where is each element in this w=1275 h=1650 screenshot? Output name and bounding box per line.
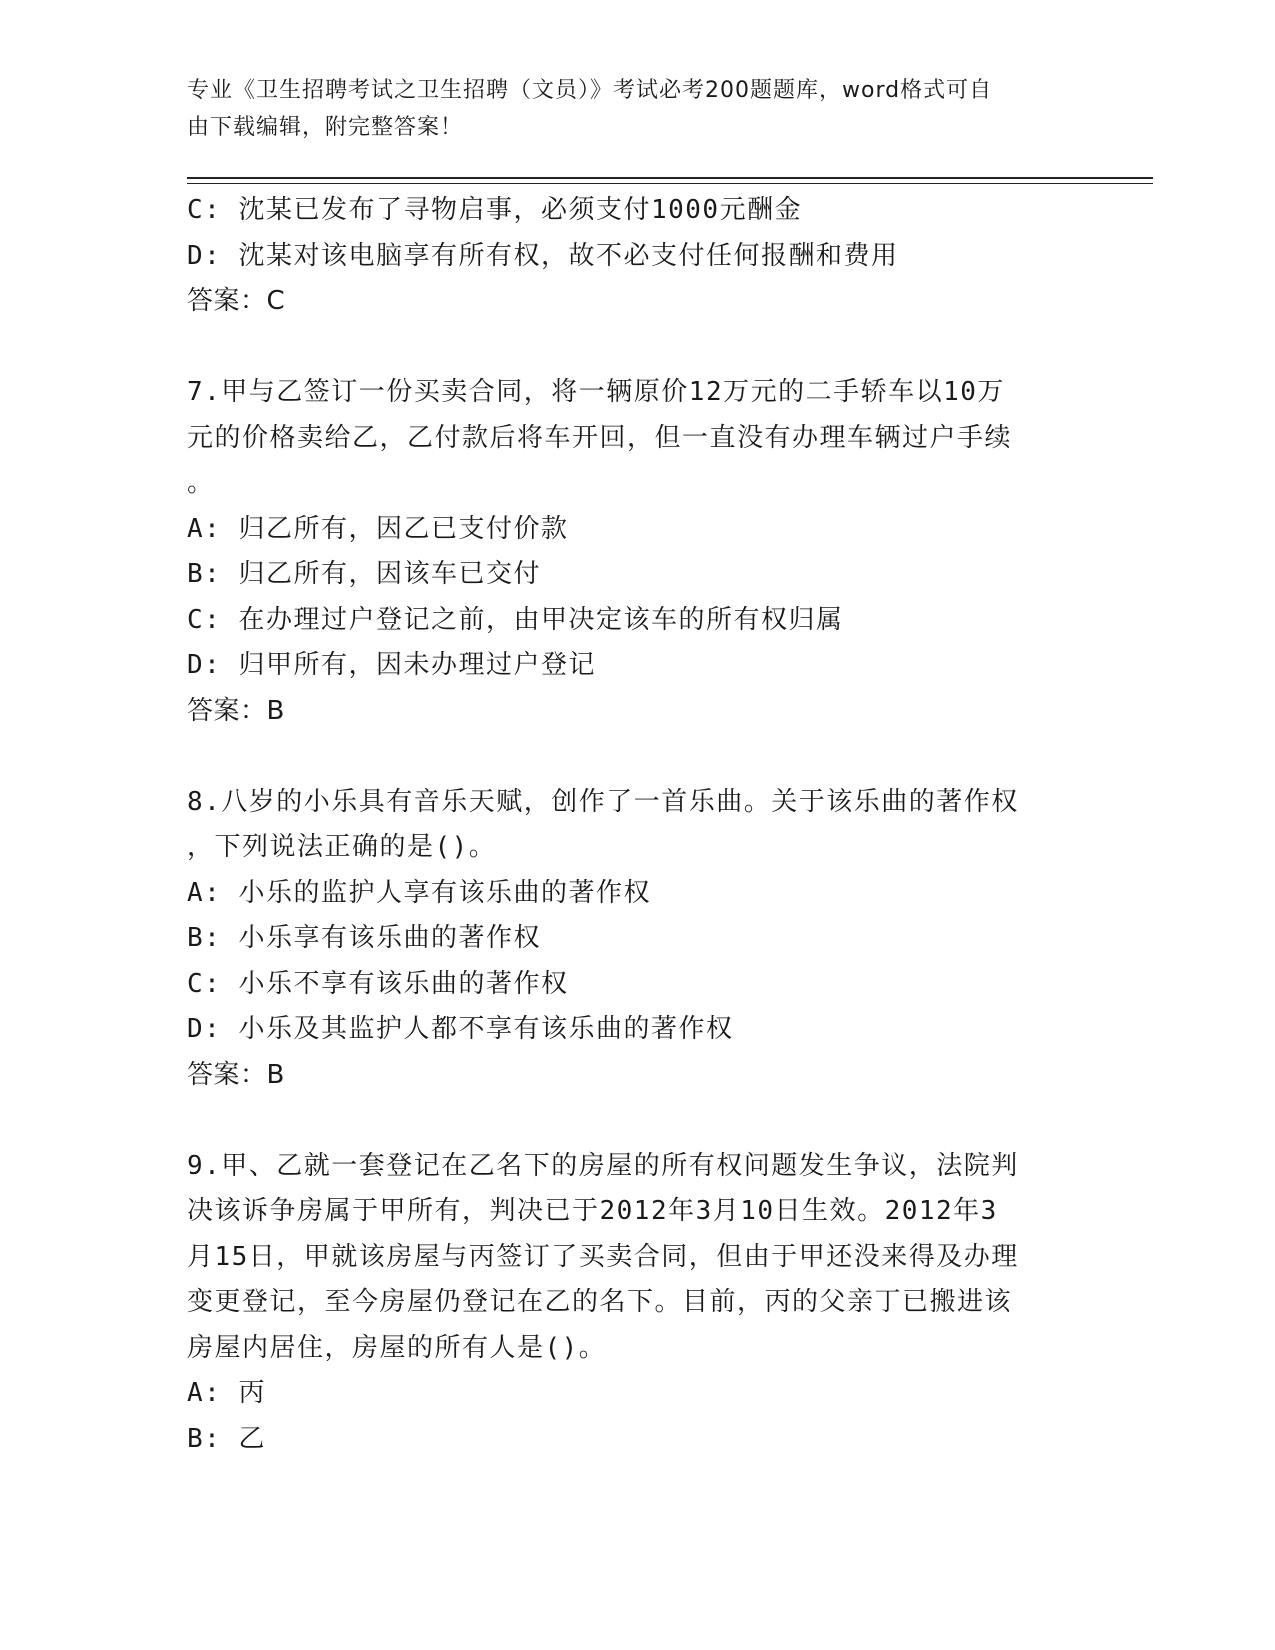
question-6-tail (187, 188, 1077, 325)
question-text: 7.甲与乙签订一份买卖合同，将一辆原价12万元的二手轿车以10万 (187, 377, 1005, 407)
option-d: D: 归甲所有，因未办理过户登记 (187, 650, 596, 680)
spacer (187, 734, 1077, 780)
question-text: 。 (187, 468, 215, 498)
option-a: A: 丙 (187, 1378, 266, 1408)
option-b: B: 归乙所有，因该车已交付 (187, 559, 541, 589)
header-title-line-1: 专业《卫生招聘考试之卫生招聘（文员）》考试必考200题题库，word格式可自 (187, 78, 993, 103)
option-b: B: 乙 (187, 1423, 266, 1454)
question-text: 元的价格卖给乙，乙付款后将车开回，但一直没有办理车辆过户手续 (187, 422, 1013, 453)
option-a: A: 小乐的监护人享有该乐曲的著作权 (187, 877, 651, 908)
question-text: 变更登记，至今房屋仍登记在乙的名下。目前，丙的父亲丁已搬进该 (187, 1287, 1013, 1317)
option-d: D: 小乐及其监护人都不享有该乐曲的著作权 (187, 1014, 734, 1044)
question-text: 房屋内居住，房屋的所有人是()。 (187, 1332, 607, 1363)
question-7 (187, 370, 1077, 734)
option-d: D: 沈某对该电脑享有所有权，故不必支付任何报酬和费用 (187, 240, 899, 271)
question-text: ，下列说法正确的是()。 (187, 832, 497, 862)
answer: 答案：B (187, 1059, 285, 1090)
question-text: 月15日，甲就该房屋与丙签订了买卖合同，但由于甲还没来得及办理 (187, 1241, 1019, 1272)
question-text: 决该诉争房属于甲所有，判决已于2012年3月10日生效。2012年3 (187, 1196, 998, 1226)
header-divider-thick (187, 177, 1153, 179)
option-c: C: 沈某已发布了寻物启事，必须支付1000元酬金 (187, 195, 803, 225)
document-header (187, 72, 1067, 146)
document-body (187, 188, 1077, 1462)
spacer (187, 1098, 1077, 1144)
question-text: 8.八岁的小乐具有音乐天赋，创作了一首乐曲。关于该乐曲的著作权 (187, 786, 1019, 817)
answer: 答案：B (187, 695, 285, 726)
option-b: B: 小乐享有该乐曲的著作权 (187, 923, 541, 953)
question-text: 9.甲、乙就一套登记在乙名下的房屋的所有权问题发生争议，法院判 (187, 1150, 1019, 1181)
header-title-line-2: 由下载编辑，附完整答案！ (187, 115, 464, 140)
option-c: C: 在办理过户登记之前，由甲决定该车的所有权归属 (187, 604, 844, 635)
option-a: A: 归乙所有，因乙已支付价款 (187, 513, 569, 544)
option-c: C: 小乐不享有该乐曲的著作权 (187, 968, 569, 999)
answer: 答案：C (187, 286, 286, 316)
question-8 (187, 780, 1077, 1099)
spacer (187, 325, 1077, 371)
header-divider-thin (187, 183, 1153, 184)
question-9 (187, 1144, 1077, 1463)
